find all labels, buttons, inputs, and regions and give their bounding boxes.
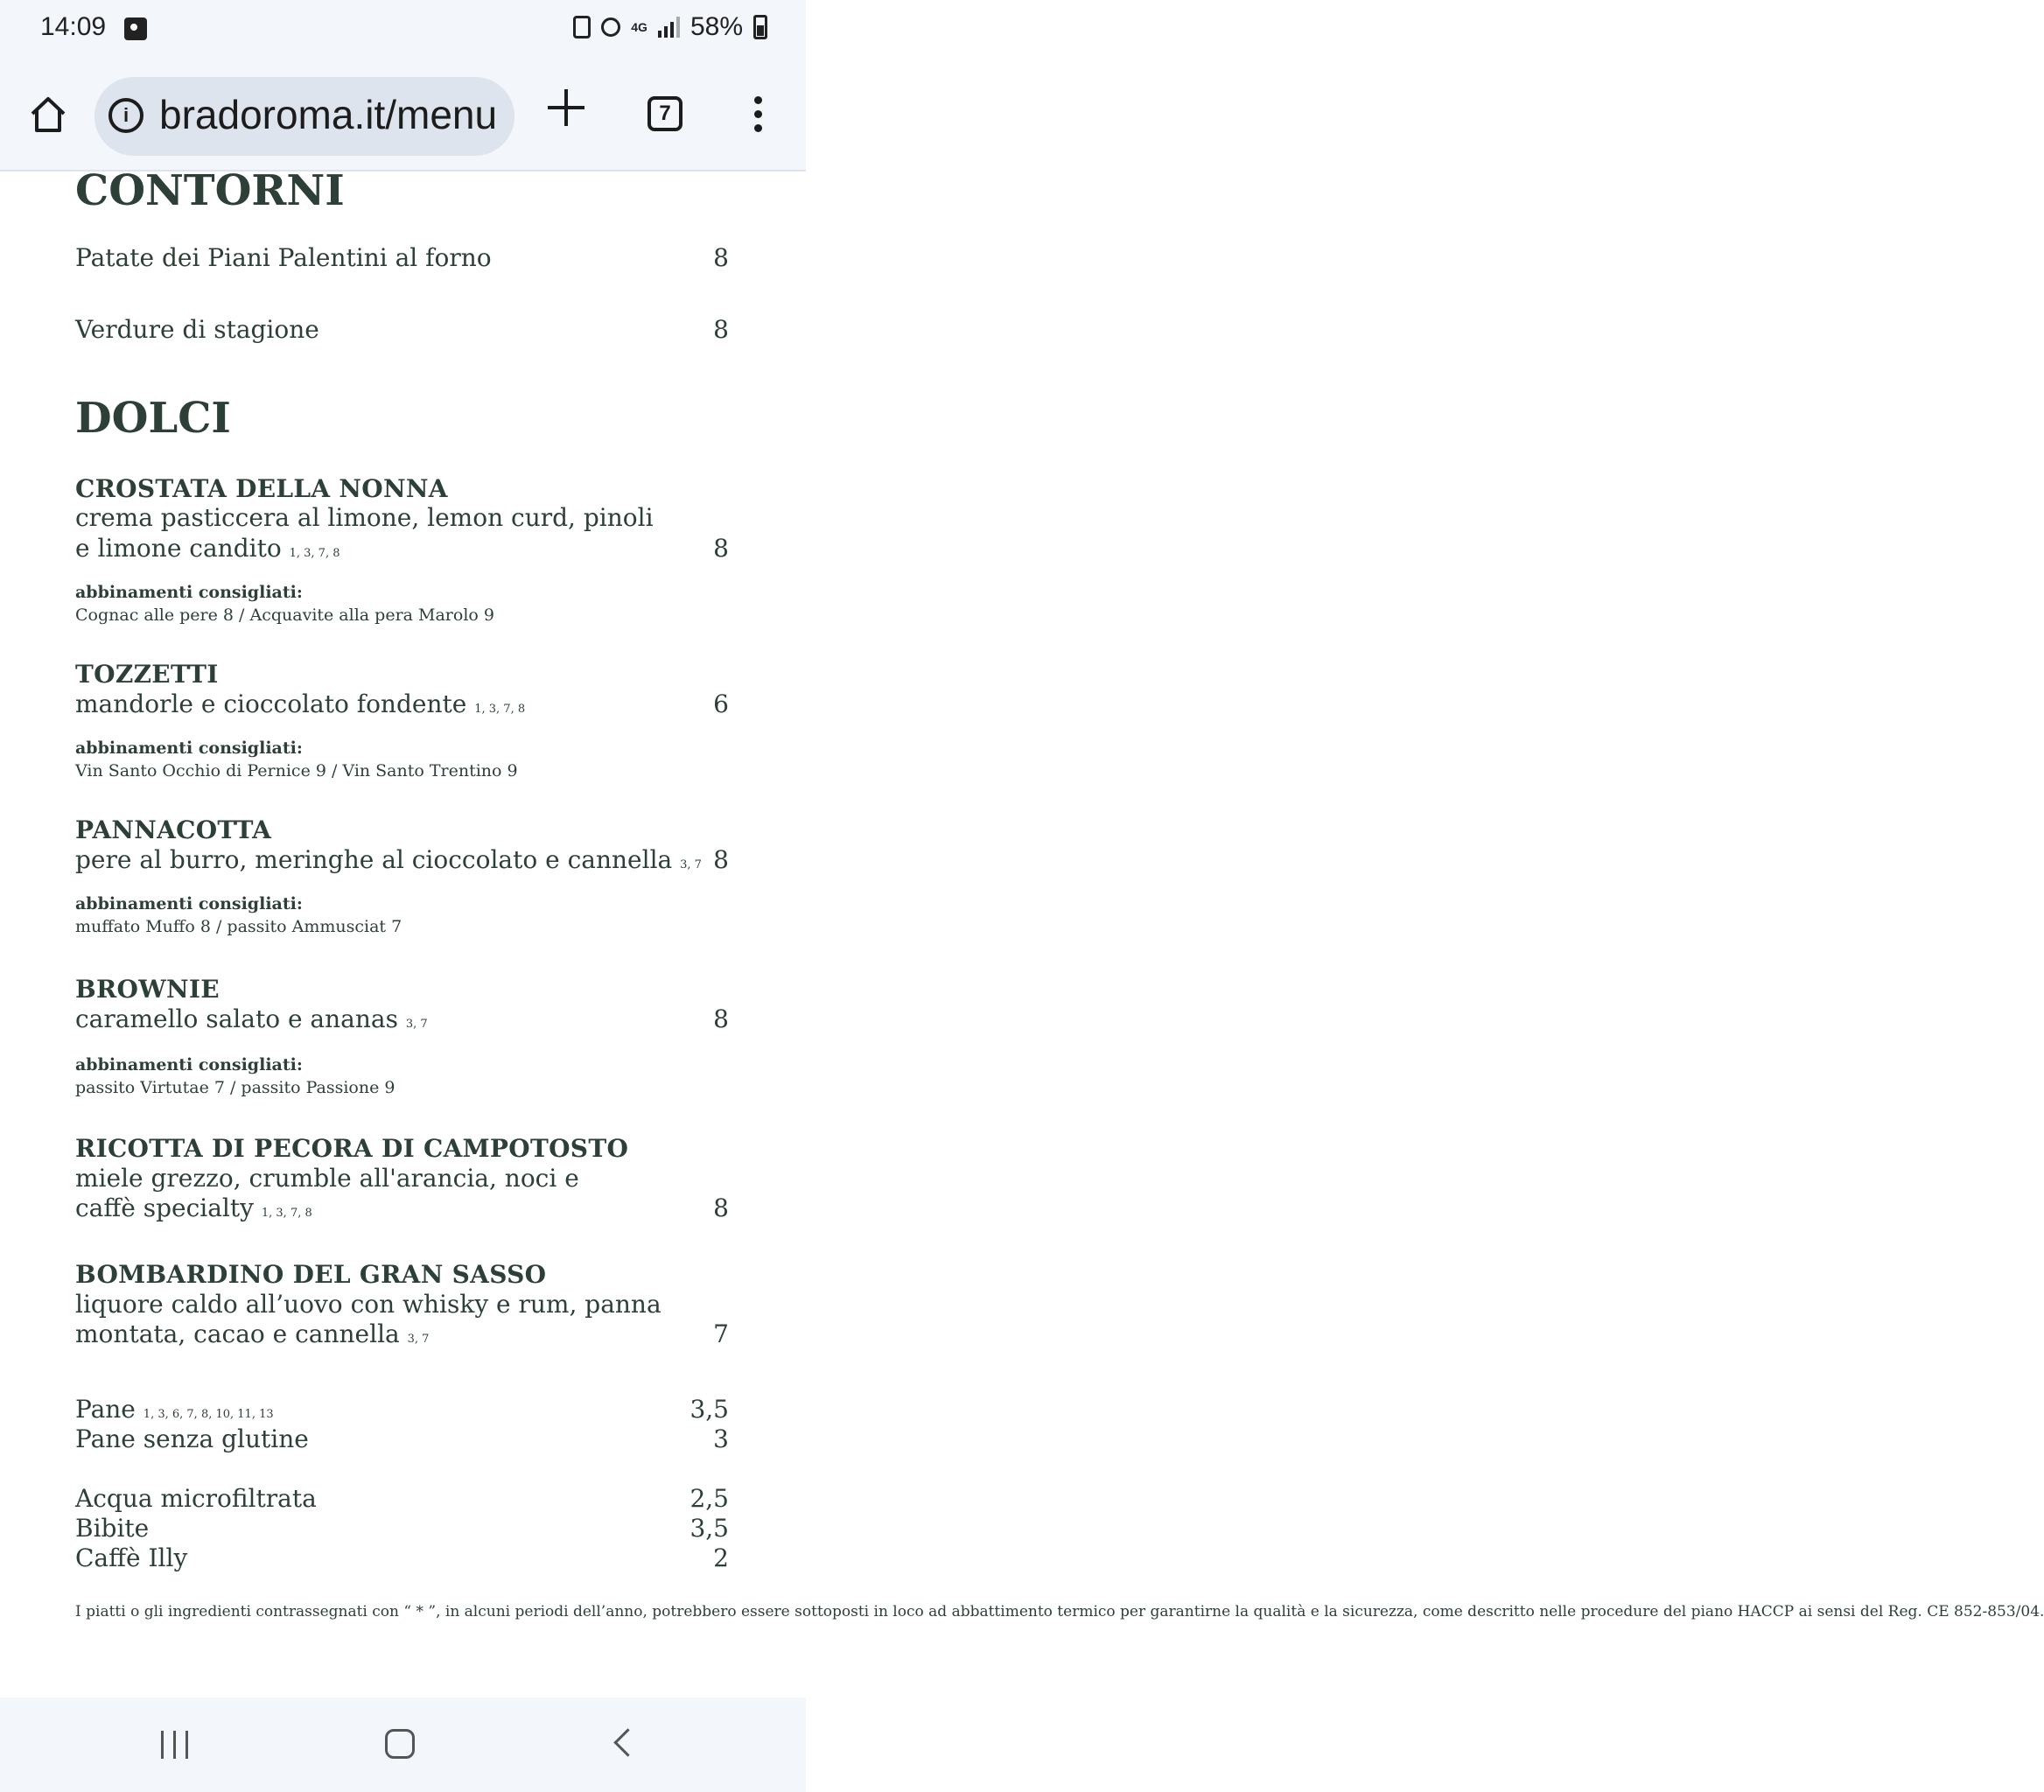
extra-item-name: Pane senza glutine [75,1424,309,1453]
system-navigation-bar [0,1698,806,1792]
menu-item-price: 8 [713,315,729,344]
site-info-icon[interactable]: i [108,98,144,133]
dessert-description [75,1194,312,1222]
status-indicators [573,12,767,42]
allergen-codes: 1, 3, 7, 8 [474,703,526,716]
status-time: 14:09 [40,12,107,41]
allergen-codes: 1, 3, 6, 7, 8, 10, 11, 13 [143,1408,274,1421]
battery-percent: 58% [690,12,743,41]
pairing-list: muffato Muffo 8 / passito Ammusciat 7 [75,917,402,936]
extra-item-name: Bibite [75,1514,150,1543]
recent-apps-icon[interactable] [161,1731,188,1759]
allergen-codes: 1, 3, 7, 8 [261,1207,312,1220]
extra-name: Pane [75,1395,136,1424]
dessert-title: RICOTTA DI PECORA DI CAMPOTOSTO [75,1134,629,1163]
extra-item-price: 2,5 [690,1484,729,1513]
battery-icon [753,15,767,39]
browser-toolbar [0,58,806,172]
dessert-description [75,534,340,563]
pairing-list: passito Virtutae 7 / passito Passione 9 [75,1078,396,1097]
pairing-heading: abbinamenti consigliati: [75,583,303,602]
dessert-description: miele grezzo, crumble all'arancia, noci e [75,1164,579,1193]
back-icon[interactable] [613,1728,642,1757]
dessert-title: PANNACOTTA [75,816,272,844]
url-text[interactable]: bradoroma.it/menu [159,92,498,137]
home-icon[interactable] [28,94,68,135]
signal-icon [658,17,680,38]
allergen-codes: 3, 7 [407,1333,430,1346]
extra-item-price: 3,5 [690,1395,729,1424]
dessert-title: BOMBARDINO DEL GRAN SASSO [75,1260,547,1289]
menu-item-name: Verdure di stagione [75,315,319,344]
alarm-icon [601,18,620,37]
pairing-heading: abbinamenti consigliati: [75,894,303,914]
menu-item-name: Patate dei Piani Palentini al forno [75,243,492,272]
allergen-codes: 1, 3, 7, 8 [289,547,340,560]
extra-item-price: 2 [713,1544,729,1572]
extra-item-name: Acqua microfiltrata [75,1484,317,1513]
pairing-list: Cognac alle pere 8 / Acquavite alla pera Marolo 9 [75,606,494,625]
section-heading-contorni: CONTORNI [75,166,345,215]
dessert-description-line2: montata, cacao e cannella [75,1320,400,1348]
dessert-price: 8 [713,1004,729,1033]
dessert-price: 8 [713,1194,729,1222]
recycle-notification-icon [573,16,591,38]
extra-item-price: 3,5 [690,1514,729,1543]
allergen-codes: 3, 7 [680,858,702,872]
dessert-title: BROWNIE [75,975,220,1004]
haccp-footnote: I piatti o gli ingredienti contrassegnati con “ * ”, in alcuni periodi dell’anno, potrebbero essere sottoposti in loco ad abbattimento termico per garantirne la qualità e la sicurezza, come descritto nelle procedure del piano HACCP ai sensi del Reg. CE 852-853/04. [75,1603,2044,1620]
dessert-price: 8 [713,845,729,874]
extra-item-name: Caffè Illy [75,1544,188,1572]
dessert-description: liquore caldo all’uovo con whisky e rum, panna [75,1290,662,1319]
dessert-title: CROSTATA DELLA NONNA [75,474,448,503]
dessert-description [75,845,702,874]
menu-page [0,166,2044,1698]
tab-switcher-button[interactable]: 7 [648,96,682,131]
dessert-description-line2: e limone candito [75,534,282,563]
pairing-heading: abbinamenti consigliati: [75,738,303,758]
extra-item-name [75,1395,274,1424]
dessert-description-line2: caffè specialty [75,1194,254,1222]
dessert-description-line1: caramello salato e ananas [75,1004,398,1033]
dessert-description-line1: mandorle e cioccolato fondente [75,690,467,718]
more-options-icon[interactable] [752,96,763,135]
dessert-price: 8 [713,534,729,563]
dessert-description [75,1320,429,1348]
network-type: 4G [631,20,648,34]
pairing-heading: abbinamenti consigliati: [75,1055,303,1074]
status-bar [0,0,806,58]
gallery-notification-icon [124,18,147,40]
pairing-list: Vin Santo Occhio di Pernice 9 / Vin Santo Trentino 9 [75,761,518,780]
dessert-price: 6 [713,690,729,718]
dessert-description [75,1004,428,1033]
allergen-codes: 3, 7 [405,1018,428,1031]
menu-item-price: 8 [713,243,729,272]
dessert-description: crema pasticcera al limone, lemon curd, pinoli [75,503,654,532]
new-tab-icon[interactable] [546,88,586,128]
dessert-description-line1: pere al burro, meringhe al cioccolato e cannella [75,845,673,874]
dessert-description [75,690,525,718]
dessert-price: 7 [713,1320,729,1348]
address-bar[interactable] [94,77,514,156]
extra-item-price: 3 [713,1424,729,1453]
dessert-title: TOZZETTI [75,660,219,689]
home-button-icon[interactable] [385,1729,415,1759]
section-heading-dolci: DOLCI [75,394,231,443]
